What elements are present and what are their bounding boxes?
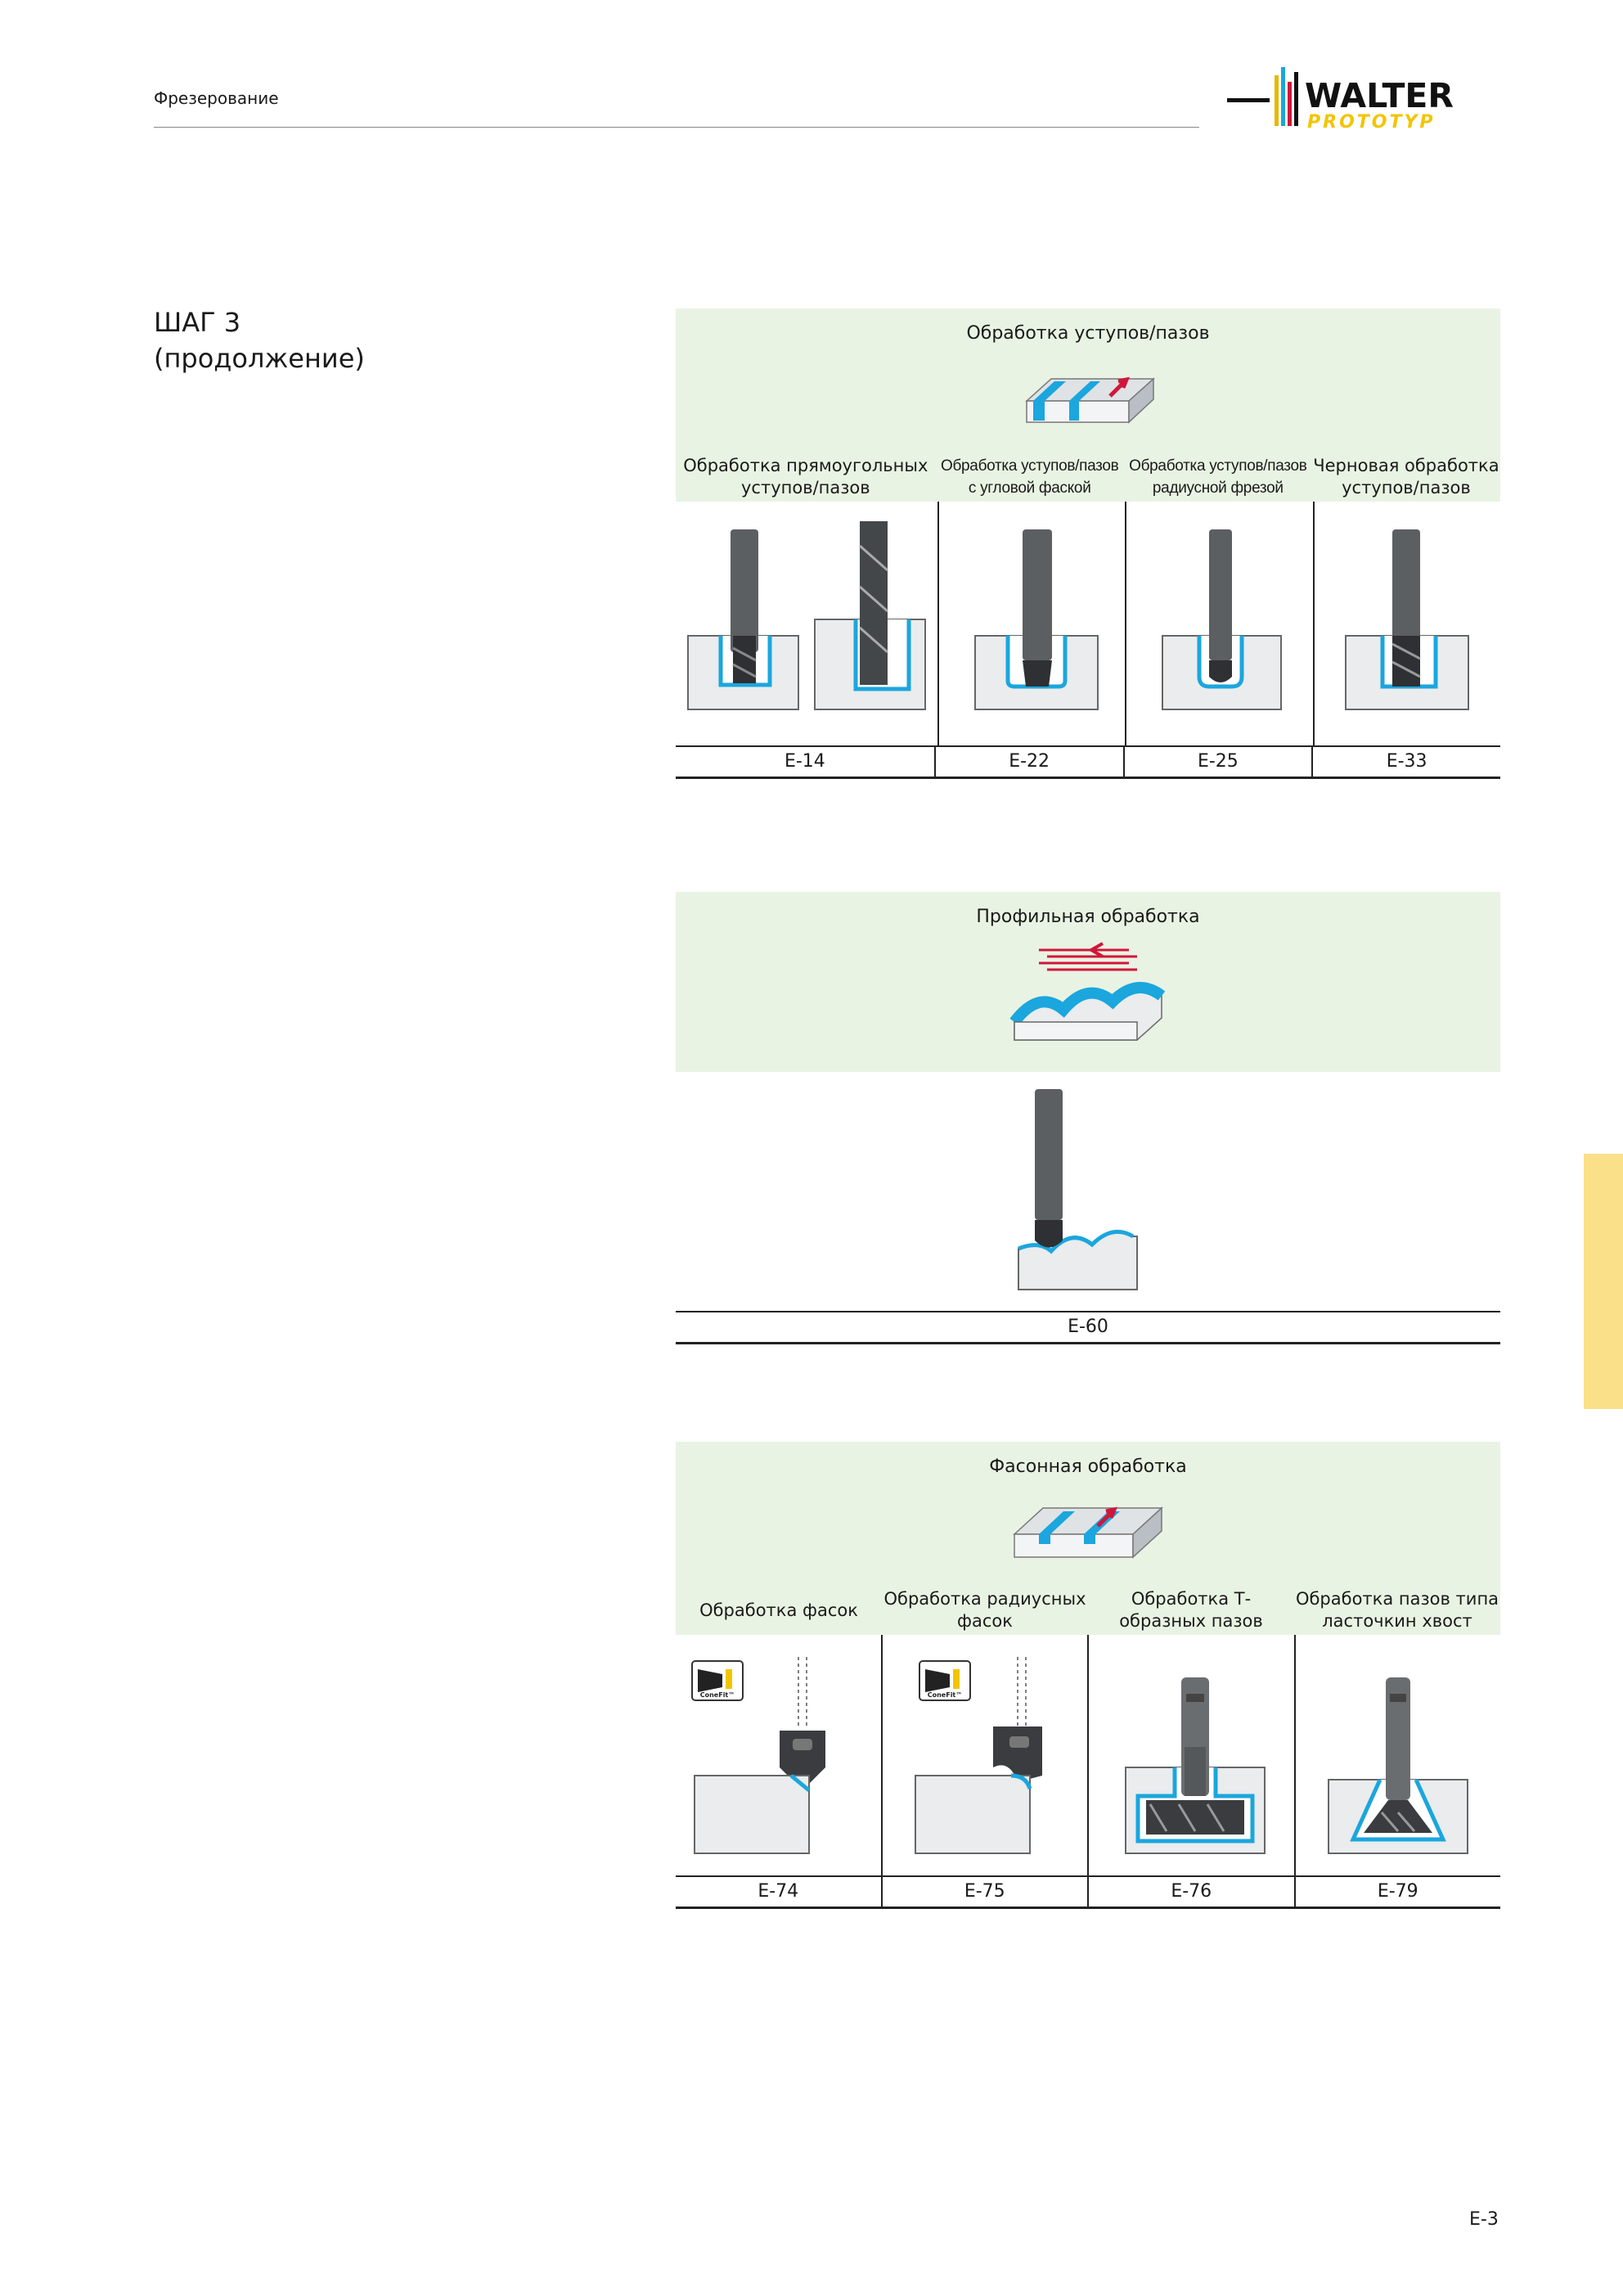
catalog-code: E-33 <box>1311 747 1500 777</box>
col-header: Обработка прямоугольных уступов/пазов <box>683 456 928 497</box>
catalog-code: E-22 <box>934 747 1123 777</box>
logo-sub-text: PROTOTYP <box>1307 112 1436 133</box>
panel-header <box>676 308 1500 502</box>
panel-title: Профильная обработка <box>976 907 1200 927</box>
cutter-image-e33 <box>1313 502 1500 745</box>
step-title-sub: (продолжение) <box>154 343 365 374</box>
catalog-code: E-79 <box>1294 1877 1501 1907</box>
col-header: Обработка Т-образных пазов <box>1119 1589 1263 1631</box>
step-title-main: ШАГ 3 <box>154 307 241 338</box>
catalog-code: E-60 <box>1068 1317 1108 1337</box>
column-headers <box>676 452 1500 502</box>
image-row <box>676 1635 1500 1875</box>
conefit-label: ConeFit™ <box>927 1691 963 1699</box>
cutter-image-e74 <box>676 1635 881 1875</box>
panel-shoulder-slot <box>676 308 1500 779</box>
cutter-image-e60 <box>676 1072 1500 1311</box>
cutter-image-e76 <box>1087 1635 1294 1875</box>
chapter-side-tab <box>1584 1154 1623 1409</box>
image-row <box>676 502 1500 745</box>
panel-title: Обработка уступов/пазов <box>966 323 1210 344</box>
cutter-image-e79 <box>1294 1635 1501 1875</box>
image-row <box>676 1072 1500 1311</box>
shoulder-slot-workpiece-icon <box>1018 350 1158 425</box>
logo-brand-text: WALTER <box>1305 76 1454 115</box>
section-label: Фрезерование <box>154 88 279 108</box>
col-header: Обработка радиусных фасок <box>883 1589 1086 1631</box>
panel-form <box>676 1442 1500 1909</box>
header-rule <box>154 127 1199 128</box>
col-header: Черновая обработка уступов/пазов <box>1313 456 1499 497</box>
page-number: E-3 <box>1469 2209 1499 2230</box>
panel-title: Фасонная обработка <box>989 1456 1187 1477</box>
code-row <box>676 1311 1500 1344</box>
catalog-code: E-14 <box>784 751 825 772</box>
profile-workpiece-icon <box>1006 932 1170 1047</box>
step-title <box>154 304 365 376</box>
code-row <box>676 1875 1500 1909</box>
col-header: Обработка фасок <box>699 1600 858 1620</box>
walter-prototyp-logo <box>1227 57 1505 135</box>
catalog-code: E-74 <box>758 1881 799 1902</box>
col-header: Обработка уступов/пазов с угловой фаской <box>940 457 1119 497</box>
conefit-label: ConeFit™ <box>699 1691 735 1699</box>
panel-header <box>676 892 1500 1072</box>
code-row <box>676 745 1500 779</box>
col-header: Обработка пазов типа ласточкин хвост <box>1295 1589 1499 1631</box>
catalog-code: E-76 <box>1087 1877 1294 1907</box>
cutter-image-e25 <box>1125 502 1312 745</box>
panel-profile <box>676 892 1500 1344</box>
panel-header <box>676 1442 1500 1635</box>
cutter-image-e14 <box>676 502 937 745</box>
form-workpiece-icon <box>1006 1483 1170 1560</box>
col-header: Обработка уступов/пазов радиусной фрезой <box>1129 457 1307 497</box>
catalog-code: E-75 <box>881 1877 1088 1907</box>
column-headers <box>676 1586 1500 1635</box>
cutter-image-e75 <box>881 1635 1088 1875</box>
catalog-code: E-25 <box>1123 747 1312 777</box>
cutter-image-e22 <box>937 502 1125 745</box>
